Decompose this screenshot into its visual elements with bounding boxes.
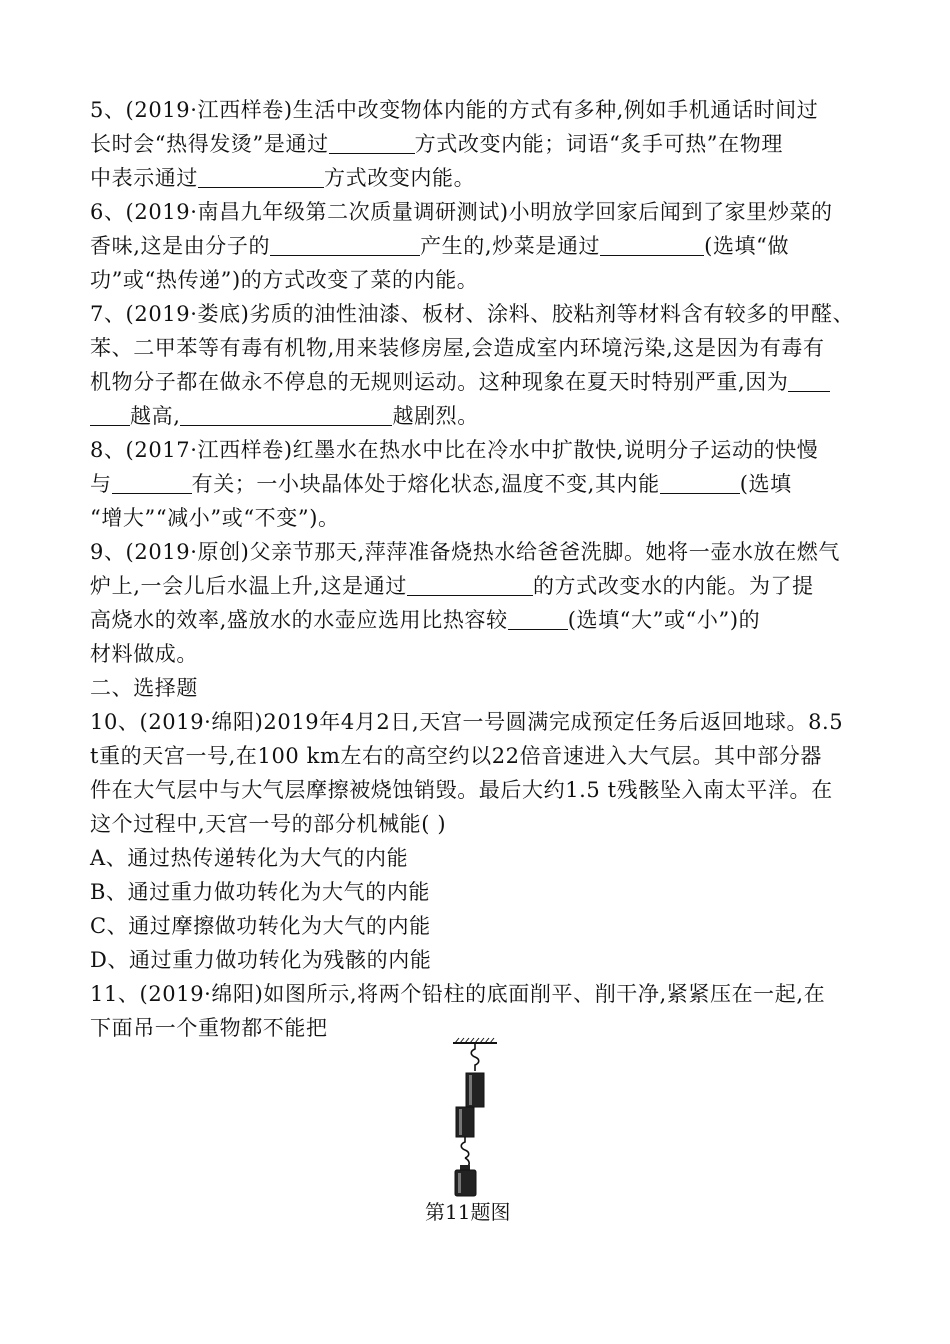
text-line: 7、(2019·娄底)劣质的油性油漆、板材、涂料、胶粘剂等材料含有较多的甲醛、 <box>90 302 855 326</box>
lead-cylinders-diagram <box>445 1037 505 1197</box>
answer-blank[interactable] <box>407 573 533 596</box>
text-line: “增大”“减小”或“不变”)。 <box>90 506 340 530</box>
text-line: 与 有关；一小块晶体处于熔化状态,温度不变,其内能 (选填 <box>90 472 792 496</box>
section-heading: 二、选择题 <box>90 676 198 700</box>
text-line: 8、(2017·江西样卷)红墨水在热水中比在冷水中扩散快,说明分子运动的快慢 <box>90 438 819 462</box>
text-line: 这个过程中,天宫一号的部分机械能( ) <box>90 812 447 836</box>
answer-blank[interactable] <box>270 233 420 256</box>
choice-option-b[interactable]: B、通过重力做功转化为大气的内能 <box>90 880 431 904</box>
text-line: 下面吊一个重物都不能把 <box>90 1016 328 1040</box>
answer-blank[interactable] <box>600 233 704 256</box>
answer-blank[interactable] <box>180 403 392 426</box>
text-line: 5、(2019·江西样卷)生活中改变物体内能的方式有多种,例如手机通话时间过 <box>90 98 819 122</box>
figure-caption: 第11题图 <box>425 1200 511 1224</box>
text-line: 9、(2019·原创)父亲节那天,萍萍准备烧热水给爸爸洗脚。她将一壶水放在燃气 <box>90 540 840 564</box>
answer-blank[interactable] <box>198 165 324 188</box>
answer-blank[interactable] <box>90 403 130 426</box>
text-line: 香味,这是由分子的 产生的,炒菜是通过 (选填“做 <box>90 234 790 258</box>
text-line: 功”或“热传递”)的方式改变了菜的内能。 <box>90 268 479 292</box>
lead-cylinders-figure <box>445 1037 505 1197</box>
answer-blank[interactable] <box>112 471 192 494</box>
text-line: 机物分子都在做永不停息的无规则运动。这种现象在夏天时特别严重,因为 <box>90 365 862 399</box>
answer-blank[interactable] <box>508 607 568 630</box>
text-line: 中表示通过 方式改变内能。 <box>90 166 476 190</box>
document-body <box>90 93 862 1045</box>
choice-option-c[interactable]: C、通过摩擦做功转化为大气的内能 <box>90 914 431 938</box>
text-line: 11、(2019·绵阳)如图所示,将两个铅柱的底面削平、削干净,紧紧压在一起,在 <box>90 982 826 1006</box>
text-line: 苯、二甲苯等有毒有机物,用来装修房屋,会造成室内环境污染,这是因为有毒有 <box>90 336 825 360</box>
choice-option-d[interactable]: D、通过重力做功转化为残骸的内能 <box>90 948 432 972</box>
answer-blank[interactable] <box>329 131 415 154</box>
text-line: 材料做成。 <box>90 642 198 666</box>
text-line: 越高, 越剧烈。 <box>90 399 862 433</box>
choice-option-a[interactable]: A、通过热传递转化为大气的内能 <box>90 846 409 870</box>
answer-blank[interactable] <box>660 471 740 494</box>
text-line: t重的天宫一号,在100 km左右的高空约以22倍音速进入大气层。其中部分器 <box>90 744 823 768</box>
text-line: 件在大气层中与大气层摩擦被烧蚀销毁。最后大约1.5 t残骸坠入南太平洋。在 <box>90 778 833 802</box>
text-line: 炉上,一会儿后水温上升,这是通过 的方式改变水的内能。为了提 <box>90 574 814 598</box>
answer-blank[interactable] <box>788 369 830 392</box>
text-line: 长时会“热得发烫”是通过 方式改变内能；词语“炙手可热”在物理 <box>90 132 783 156</box>
text-line: 6、(2019·南昌九年级第二次质量调研测试)小明放学回家后闻到了家里炒菜的 <box>90 200 833 224</box>
text-line: 高烧水的效率,盛放水的水壶应选用比热容较 (选填“大”或“小”)的 <box>90 608 761 632</box>
text-line: 10、(2019·绵阳)2019年4月2日,天宫一号圆满完成预定任务后返回地球。8.5 <box>90 710 844 734</box>
